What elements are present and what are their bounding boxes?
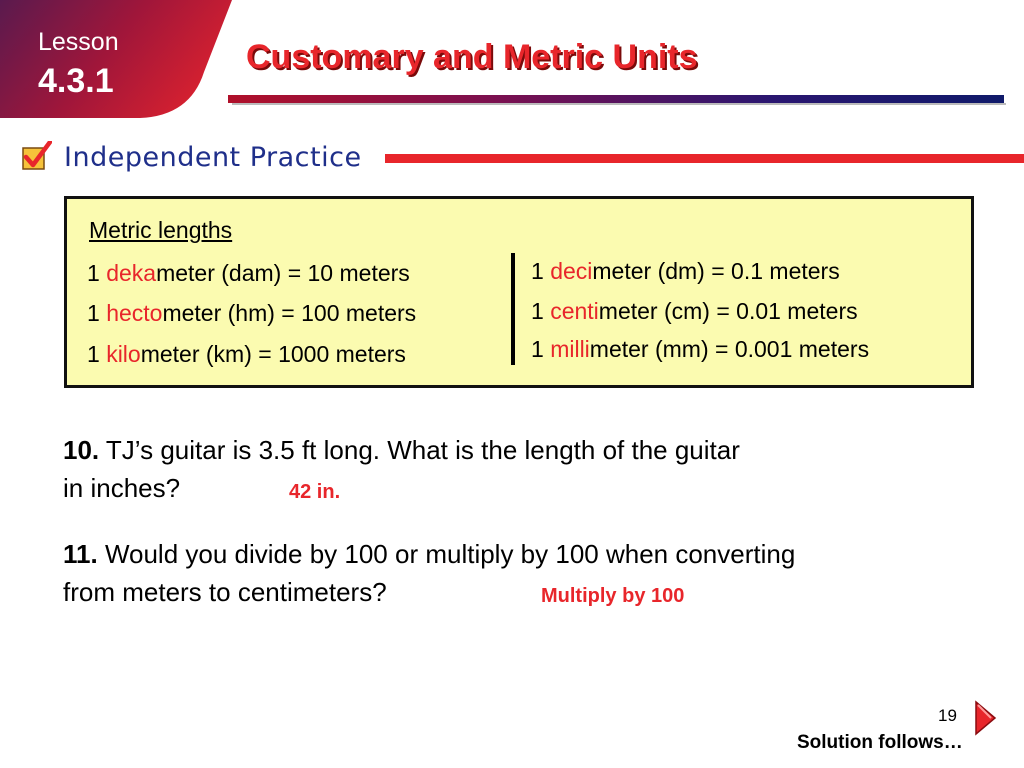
lesson-label: Lesson [38, 28, 119, 56]
metric-definition: meter (km) = 1000 meters [140, 341, 406, 367]
answer-11: Multiply by 100 [541, 585, 685, 607]
solution-follows-link[interactable]: Solution follows… [797, 732, 963, 753]
metric-prefix: centi [550, 298, 599, 324]
metric-prefix: deci [550, 258, 593, 284]
metric-prefix: deka [106, 260, 157, 286]
row-count: 1 [531, 336, 551, 362]
question-number: 11. [63, 539, 98, 569]
metric-row [87, 300, 416, 327]
row-count: 1 [531, 298, 551, 324]
question-text-line1: TJ’s guitar is 3.5 ft long. What is the length of the guitar [99, 435, 740, 465]
metric-definition: meter (cm) = 0.01 meters [598, 298, 858, 324]
metric-row [87, 260, 410, 287]
question-number: 10. [63, 435, 100, 465]
metric-prefix: milli [550, 336, 590, 362]
column-divider [511, 253, 515, 365]
metric-prefix: hecto [106, 300, 163, 326]
metric-definition: meter (dm) = 0.1 meters [592, 258, 840, 284]
checkbox-check-icon [22, 141, 52, 171]
metric-row [531, 298, 858, 325]
metric-definition: meter (hm) = 100 meters [162, 300, 417, 326]
row-count: 1 [87, 341, 107, 367]
metric-row [531, 258, 840, 285]
lesson-badge [0, 0, 232, 120]
metric-row [531, 336, 869, 363]
metric-definition: meter (dam) = 10 meters [156, 260, 410, 286]
row-count: 1 [531, 258, 551, 284]
page-title: Customary and Metric Units [246, 38, 698, 76]
question-11 [63, 535, 963, 611]
lesson-badge-shape [0, 0, 232, 120]
question-text-line1: Would you divide by 100 or multiply by 100 when converting [97, 539, 796, 569]
next-arrow-icon[interactable] [973, 700, 997, 736]
question-text-line2: in inches? [63, 473, 181, 503]
lesson-number: 4.3.1 [38, 62, 114, 100]
question-text-line2: from meters to centimeters? [63, 577, 387, 607]
section-title: Independent Practice [64, 142, 362, 173]
metric-lengths-box [64, 196, 974, 388]
row-count: 1 [87, 260, 107, 286]
answer-10: 42 in. [289, 481, 341, 503]
metric-prefix: kilo [106, 341, 141, 367]
page-number: 19 [938, 706, 957, 725]
title-underline-shadow [232, 103, 1006, 105]
row-count: 1 [87, 300, 107, 326]
metric-box-header: Metric lengths [89, 217, 233, 243]
metric-row [87, 341, 406, 368]
metric-definition: meter (mm) = 0.001 meters [589, 336, 870, 362]
title-underline [228, 95, 1004, 103]
section-bar [385, 154, 1024, 163]
question-10 [63, 431, 963, 507]
